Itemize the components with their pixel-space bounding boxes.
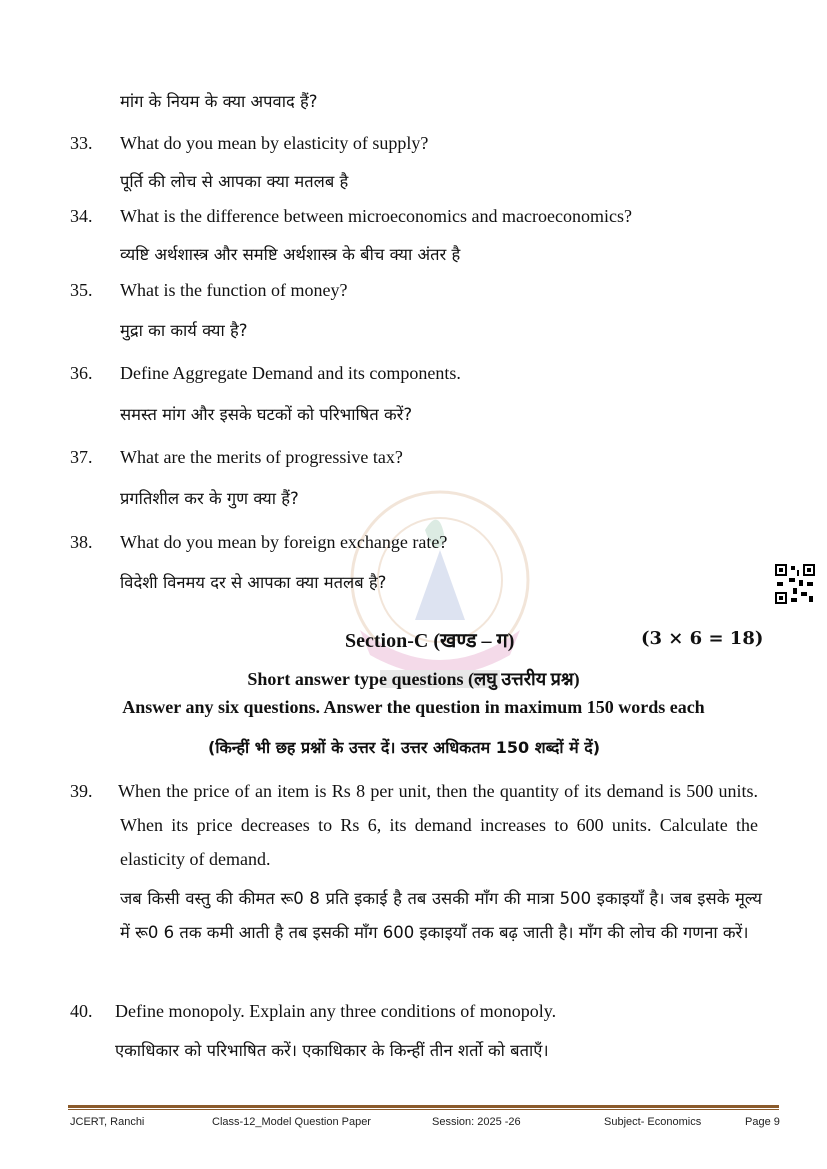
question-english: Define monopoly. Explain any three conditions of monopoly. (115, 1001, 557, 1021)
question-hindi: जब किसी वस्तु की कीमत रू0 8 प्रति इकाई है तब उसकी माँग की मात्रा 500 इकाइयाँ है। जब इसके मूल्य में रू0 6 तक कमी आती है तब इसकी माँग 600 इकाइयाँ तक बढ़ जाती है। माँग की लोच की गणना करें। (120, 889, 762, 942)
footer-paper: Class-12_Model Question Paper (212, 1116, 371, 1128)
section-subtitle: Short answer type questions (लघु उत्तरीय प्रश्न) (247, 669, 580, 689)
question-english: What is the difference between microeconomics and macroeconomics? (120, 206, 632, 226)
question-hindi: विदेशी विनमय दर से आपका क्या मतलब है? (120, 573, 387, 592)
question-hindi: समस्त मांग और इसके घटकों को परिभाषित करें? (120, 405, 413, 424)
footer-subject: Subject- Economics (604, 1116, 702, 1128)
question-number: 35. (70, 280, 93, 300)
question-number: 37. (70, 447, 93, 467)
footer-rule-thin (68, 1109, 779, 1110)
section-title: Section-C (खण्ड – ग) (345, 630, 515, 652)
question-number: 40. (70, 1001, 93, 1021)
question-hindi: एकाधिकार को परिभाषित करें। एकाधिकार के किन्हीं तीन शर्तो को बताएँ। (115, 1041, 549, 1060)
question-number: 38. (70, 532, 93, 552)
qr-code-icon (775, 564, 815, 604)
footer-rule (68, 1105, 779, 1108)
question-number: 34. (70, 206, 93, 226)
footer-page-number: Page 9 (745, 1116, 780, 1128)
question-number: 39. (70, 781, 93, 801)
question-english: What are the merits of progressive tax? (120, 447, 403, 467)
question-number: 36. (70, 363, 93, 383)
question-hindi: पूर्ति की लोच से आपका क्या मतलब है (120, 172, 349, 191)
footer-org: JCERT, Ranchi (70, 1116, 145, 1128)
question-english: What is the function of money? (120, 280, 348, 300)
question-english: What do you mean by elasticity of supply? (120, 133, 429, 153)
question-english: Define Aggregate Demand and its components. (120, 363, 461, 383)
section-marks: (3 × 6 = 18) (641, 628, 764, 649)
question-hindi: प्रगतिशील कर के गुण क्या हैं? (120, 489, 299, 508)
continuation-hindi: मांग के नियम के क्या अपवाद हैं? (120, 92, 318, 111)
question-hindi: मुद्रा का कार्य क्या है? (120, 321, 248, 340)
question-hindi: व्यष्टि अर्थशास्त्र और समष्टि अर्थशास्त्र के बीच क्या अंतर है (120, 245, 461, 264)
section-instruction-english: Answer any six questions. Answer the question in maximum 150 words each (122, 697, 705, 717)
section-instruction-hindi: (किन्हीं भी छह प्रश्नों के उत्तर दें। उत्तर अधिकतम 150 शब्दों में दें) (208, 738, 601, 757)
question-english: What do you mean by foreign exchange rate? (120, 532, 448, 552)
question-english: When the price of an item is Rs 8 per unit, then the quantity of its demand is 500 units. When its price decreases to Rs 6, its demand increases to 600 units. Calculate the elasticity of demand. (118, 781, 758, 869)
footer-session: Session: 2025 -26 (432, 1116, 521, 1128)
question-number: 33. (70, 133, 93, 153)
